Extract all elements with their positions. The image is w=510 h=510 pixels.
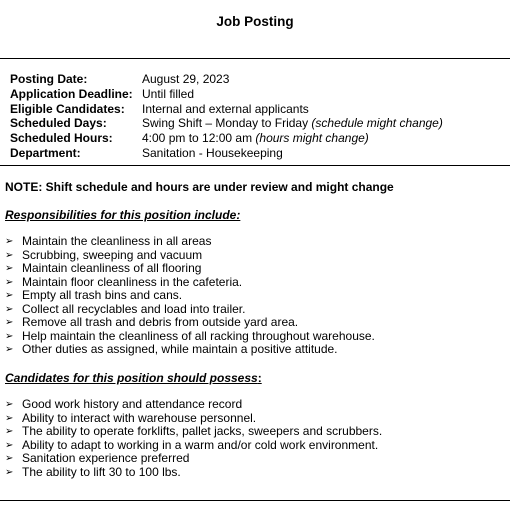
- arrow-bullet-icon: ➢: [5, 263, 14, 274]
- posting-info-value: [142, 116, 443, 131]
- posting-info-label: Application Deadline:: [10, 86, 133, 101]
- responsibility-item-text: Other duties as assigned, while maintain a positive attitude.: [22, 342, 338, 356]
- responsibility-item: [5, 249, 375, 263]
- responsibility-item-text: Remove all trash and debris from outside yard area.: [22, 315, 299, 329]
- posting-info-row: [10, 116, 443, 131]
- responsibility-item-text: Collect all recyclables and load into trailer.: [22, 301, 246, 316]
- posting-info-label: Posting Date:: [10, 72, 88, 86]
- responsibility-item: [5, 343, 375, 357]
- posting-info-value-text: August 29, 2023: [142, 72, 230, 86]
- responsibility-item-text: Scrubbing, sweeping and vacuum: [22, 247, 203, 262]
- bottom-divider: [0, 500, 510, 501]
- posting-info-note: (hours might change): [255, 131, 369, 146]
- posting-info-row: [10, 87, 443, 102]
- qualification-item: [5, 412, 382, 426]
- posting-info-row: [10, 131, 443, 146]
- posting-info-row: [10, 102, 443, 117]
- posting-info-label: Scheduled Days:: [10, 116, 107, 131]
- responsibility-item: [5, 303, 375, 317]
- arrow-bullet-icon: ➢: [5, 439, 14, 451]
- qualification-item: [5, 425, 382, 439]
- schedule-note: NOTE: Shift schedule and hours are under review and might change: [5, 180, 394, 194]
- qualification-item: [5, 452, 382, 466]
- posting-info-value-text: 4:00 pm to 12:00 am: [142, 131, 256, 146]
- qualifications-list: [5, 398, 382, 479]
- qualification-item: [5, 439, 382, 453]
- qualifications-heading-text: Candidates for this position should possess: [5, 371, 258, 385]
- arrow-bullet-icon: ➢: [5, 276, 14, 288]
- arrow-bullet-icon: ➢: [5, 236, 14, 247]
- posting-info-value-text: Until filled: [142, 86, 195, 101]
- page-title: Job Posting: [216, 14, 294, 29]
- responsibilities-heading: [5, 208, 240, 222]
- arrow-bullet-icon: ➢: [5, 303, 14, 315]
- responsibility-item: [5, 276, 375, 290]
- qualification-item-text: Ability to adapt to working in a warm and/or cold work environment.: [22, 437, 379, 452]
- responsibility-item-text: Maintain cleanliness of all flooring: [22, 261, 202, 275]
- arrow-bullet-icon: ➢: [5, 330, 14, 342]
- responsibility-item: [5, 330, 375, 344]
- posting-info-note: (schedule might change): [311, 116, 443, 131]
- qualification-item-text: The ability to lift 30 to 100 lbs.: [22, 464, 181, 479]
- qualification-item-text: Ability to interact with warehouse personnel.: [22, 410, 257, 425]
- arrow-bullet-icon: ➢: [5, 453, 14, 464]
- top-divider: [0, 58, 510, 59]
- posting-info-row: [10, 72, 443, 87]
- arrow-bullet-icon: ➢: [5, 426, 14, 437]
- arrow-bullet-icon: ➢: [5, 344, 14, 355]
- arrow-bullet-icon: ➢: [5, 249, 14, 261]
- arrow-bullet-icon: ➢: [5, 399, 14, 410]
- responsibilities-list: [5, 235, 375, 357]
- arrow-bullet-icon: ➢: [5, 290, 14, 301]
- qualification-item: [5, 398, 382, 412]
- posting-info: [10, 72, 443, 161]
- qualification-item-text: The ability to operate forklifts, pallet jacks, sweepers and scrubbers.: [22, 424, 383, 438]
- posting-info-value: [142, 72, 229, 87]
- responsibility-item-text: Maintain the cleanliness in all areas: [22, 234, 212, 248]
- posting-info-label: Scheduled Hours:: [10, 131, 113, 146]
- posting-info-value-text: Sanitation - Housekeeping: [142, 145, 283, 160]
- responsibility-item-text: Empty all trash bins and cans.: [22, 288, 183, 302]
- qualification-item-text: Good work history and attendance record: [22, 397, 243, 411]
- arrow-bullet-icon: ➢: [5, 317, 14, 328]
- posting-info-label: Eligible Candidates:: [10, 101, 125, 116]
- responsibility-item: [5, 235, 375, 249]
- qualifications-heading-colon: :: [257, 371, 262, 385]
- responsibility-item: [5, 262, 375, 276]
- arrow-bullet-icon: ➢: [5, 466, 14, 478]
- posting-info-label: Department:: [10, 145, 81, 160]
- posting-info-value: [142, 146, 283, 161]
- posting-info-value-text: Internal and external applicants: [142, 101, 309, 116]
- arrow-bullet-icon: ➢: [5, 412, 14, 424]
- middle-divider: [0, 165, 510, 166]
- responsibilities-heading-text: Responsibilities for this position include:: [5, 208, 241, 222]
- responsibility-item: [5, 289, 375, 303]
- responsibility-item-text: Help maintain the cleanliness of all racking throughout warehouse.: [22, 328, 375, 343]
- qualification-item: [5, 466, 382, 480]
- responsibility-item-text: Maintain floor cleanliness in the cafeteria.: [22, 274, 243, 289]
- posting-info-value: [142, 102, 309, 117]
- posting-info-value: [142, 131, 369, 146]
- posting-info-row: [10, 146, 443, 161]
- posting-info-value-text: Swing Shift – Monday to Friday: [142, 116, 312, 131]
- qualifications-heading: [5, 371, 262, 385]
- posting-info-value: [142, 87, 194, 102]
- qualification-item-text: Sanitation experience preferred: [22, 451, 190, 465]
- responsibility-item: [5, 316, 375, 330]
